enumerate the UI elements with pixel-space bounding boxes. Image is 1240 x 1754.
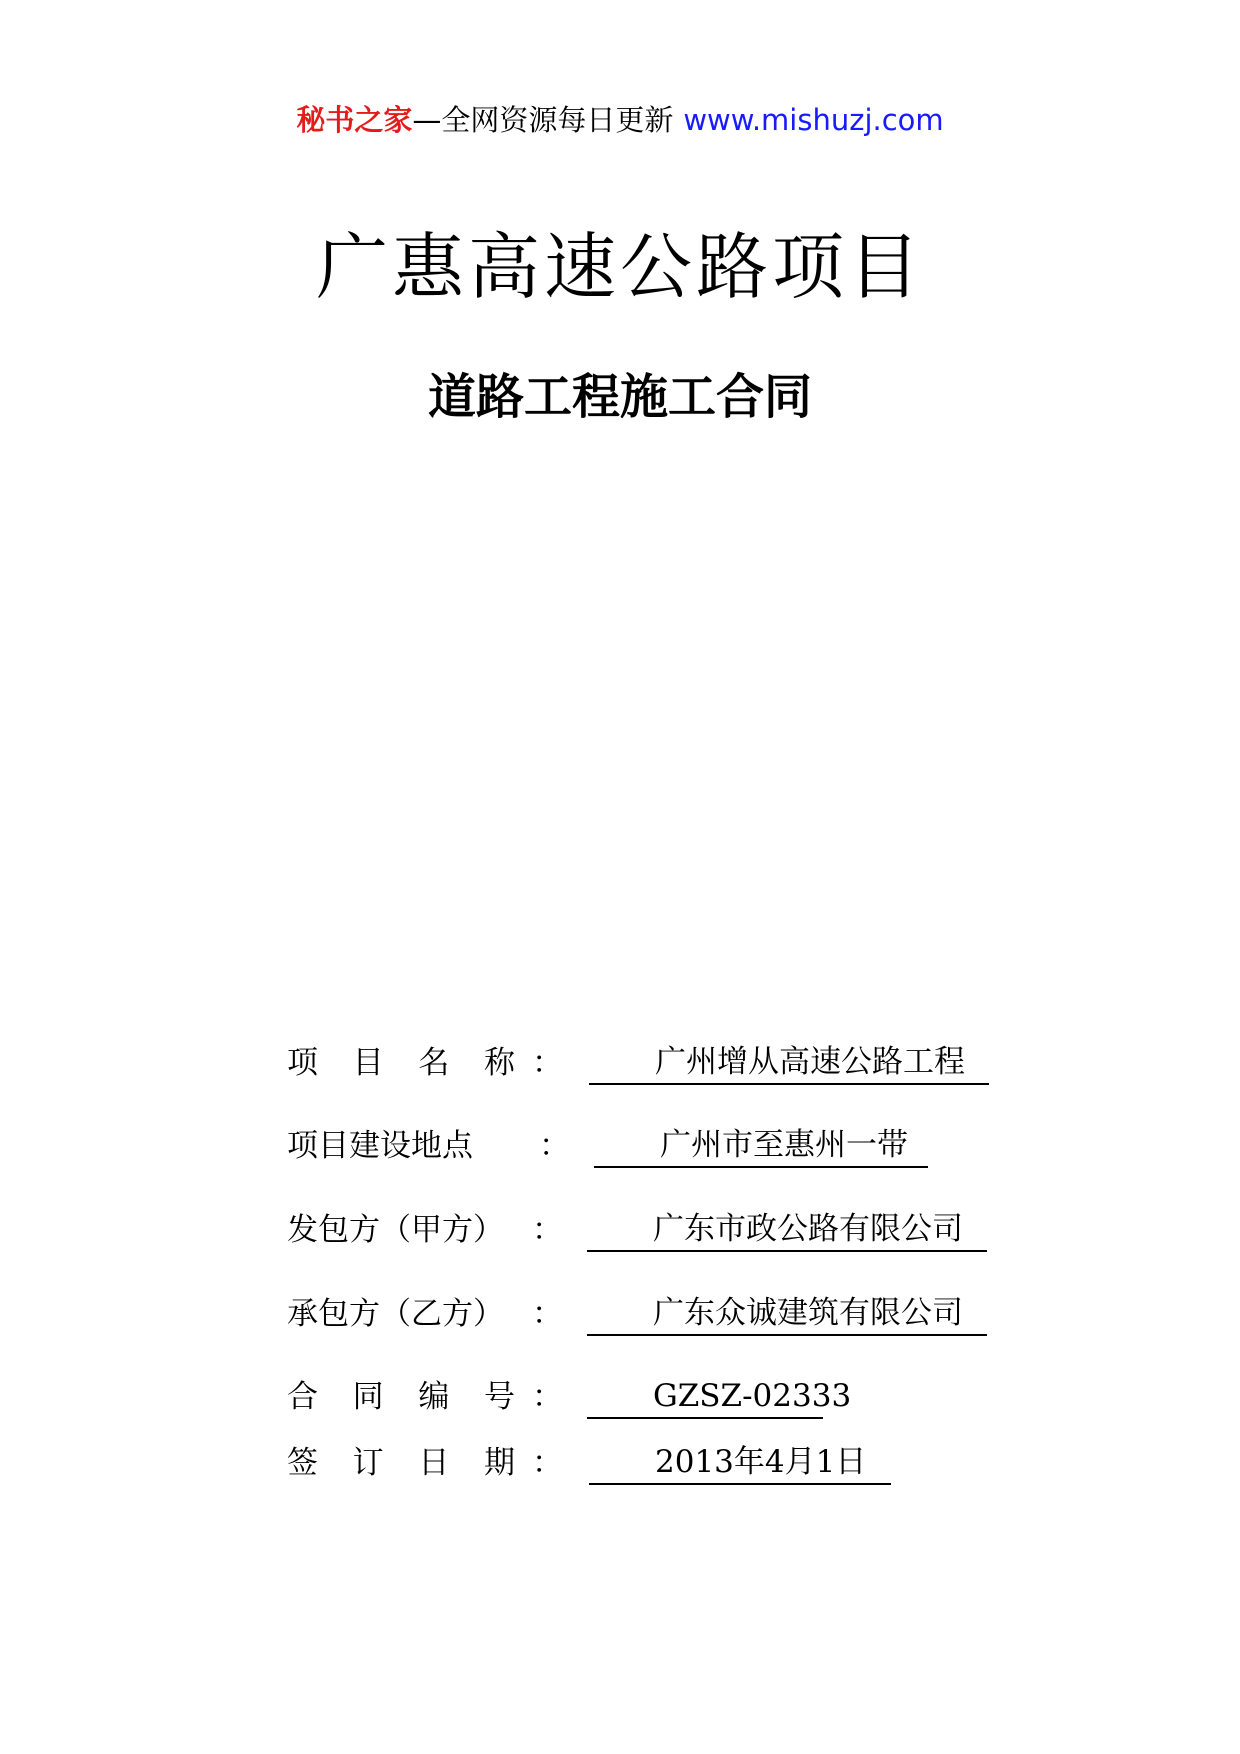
info-colon: ： [532,1445,563,1481]
info-value-contract-number: GZSZ-02333 [587,1375,823,1419]
slogan: —全网资源每日更新 [412,103,674,137]
site-url-link[interactable]: www.mishuzj.com [683,103,944,137]
info-value-party-a: 广东市政公路有限公司 [587,1208,987,1252]
info-value-party-b: 广东众诚建筑有限公司 [587,1292,987,1336]
info-label: 承包方（乙方） [287,1296,504,1332]
brand-name: 秘书之家 [296,103,413,137]
info-colon: ： [532,1045,563,1081]
info-value-sign-date: 2013年4月1日 [589,1441,891,1485]
info-label: 项目建设地点 [287,1128,473,1164]
info-colon: ： [532,1296,563,1332]
info-colon: ： [539,1128,570,1164]
info-value-project-name: 广州增从高速公路工程 [589,1041,989,1085]
info-value-project-location: 广州市至惠州一带 [594,1124,928,1168]
info-label: 签 订 日 期 [287,1445,515,1481]
document-main-title: 广惠高速公路项目 [315,225,924,309]
info-label: 发包方（甲方） [287,1212,504,1248]
info-label: 合 同 编 号 [287,1379,515,1415]
info-colon: ： [532,1379,563,1415]
header-banner [0,100,1240,140]
info-colon: ： [532,1212,563,1248]
document-subtitle: 道路工程施工合同 [427,369,812,425]
info-label: 项 目 名 称 [287,1045,515,1081]
